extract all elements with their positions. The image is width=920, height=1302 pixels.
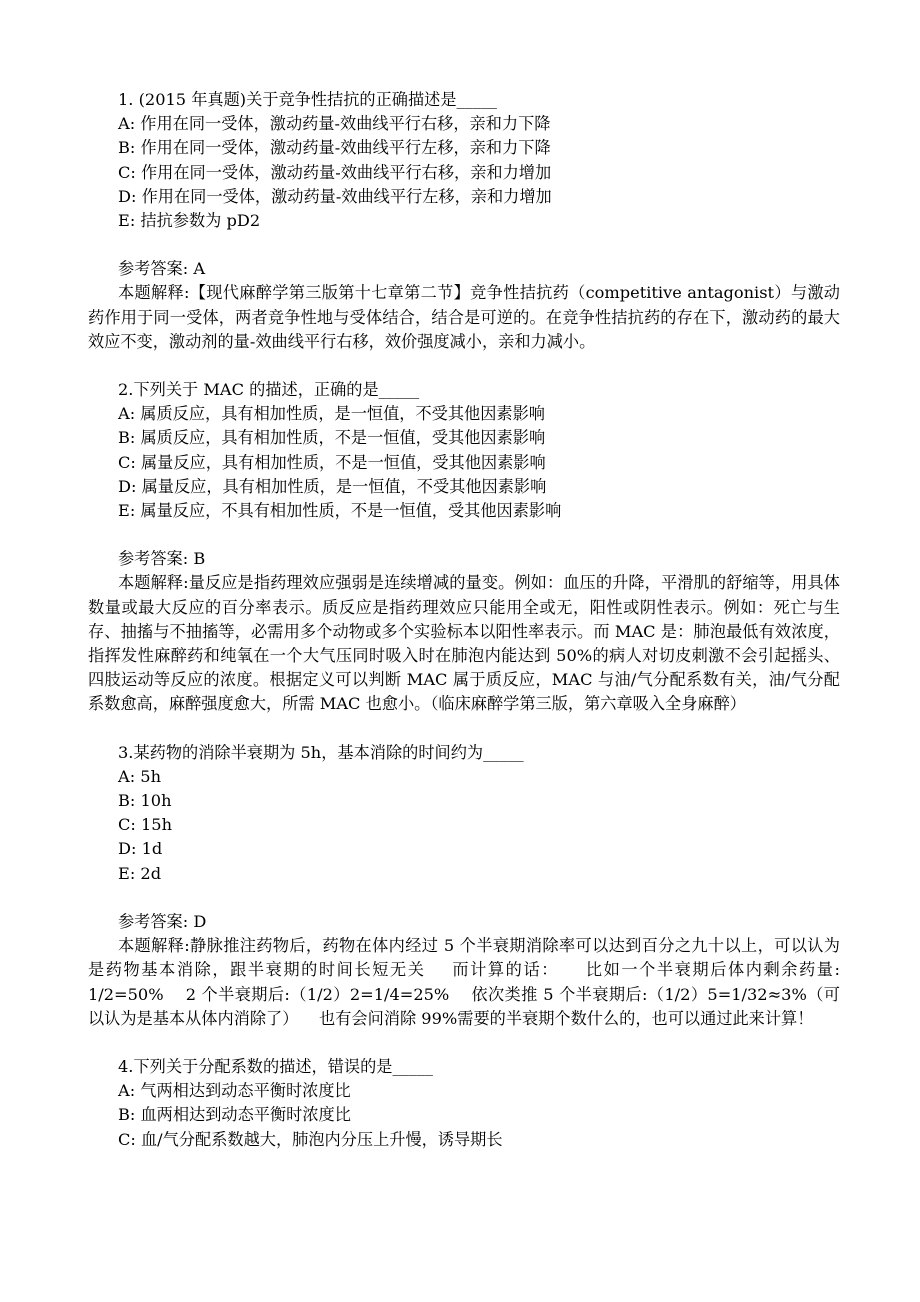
option-b: B: 属质反应，具有相加性质，不是一恒值，受其他因素影响 [118,428,546,448]
explanation: 本题解释:【现代麻醉学第三版第十七章第二节】竞争性拮抗药（competitive antagonist）与激动药作用于同一受体，两者竞争性地与受体结合，结合是可逆的。在竞争性拮抗药的存在下，激动药的最大效应不变，激动剂的量-效曲线平行右移，效价强度减小，亲和力减小。 [88,283,840,351]
document-body [88,88,846,1152]
option-e: E: 2d [118,863,162,883]
question-stem: 2.下列关于 MAC 的描述，正确的是_____ [118,380,420,400]
option-d: D: 作用在同一受体，激动药量-效曲线平行左移，亲和力增加 [118,186,552,206]
option-b: B: 作用在同一受体，激动药量-效曲线平行左移，亲和力下降 [118,138,551,158]
option-d: D: 属量反应，具有相加性质，是一恒值，不受其他因素影响 [118,476,547,496]
answer: 参考答案: B [118,549,206,569]
option-a: A: 作用在同一受体，激动药量-效曲线平行右移，亲和力下降 [118,114,551,134]
option-e: E: 拮抗参数为 pD2 [118,211,261,231]
option-e: E: 属量反应，不具有相加性质，不是一恒值，受其他因素影响 [118,501,562,521]
question-2 [88,378,840,717]
question-1 [88,88,840,354]
question-4 [88,1055,840,1152]
question-stem: 1. (2015 年真题)关于竞争性拮抗的正确描述是_____ [118,90,498,109]
option-c: C: 属量反应，具有相加性质，不是一恒值，受其他因素影响 [118,452,546,472]
option-c: C: 作用在同一受体，激动药量-效曲线平行右移，亲和力增加 [118,162,552,182]
option-b: B: 10h [118,791,172,811]
option-c: C: 血/气分配系数越大，肺泡内分压上升慢，诱导期长 [118,1129,503,1149]
explanation: 本题解释:静脉推注药物后，药物在体内经过 5 个半衰期消除率可以达到百分之九十以上，可以认为是药物基本消除，跟半衰期的时间长短无关 而计算的话： 比如一个半衰期后体内剩余药量: 1/2=50% 2 个半衰期后:（1/2）2=1/4=25% 依次类推 5 个半衰期后:（1/2）5=1/32≈3%（可以认为是基本从体内消除了） 也有会问消除 99%需要的半衰期个数什么的，也可以通过此来计算！ [88,936,846,1028]
explanation: 本题解释:量反应是指药理效应强弱是连续增减的量变。例如：血压的升降，平滑肌的舒缩等，用具体数量或最大反应的百分率表示。质反应是指药理效应只能用全或无，阳性或阴性表示。例如：死亡与生存、抽搐与不抽搐等，必需用多个动物或多个实验标本以阳性率表示。而 MAC 是：肺泡最低有效浓度，指挥发性麻醉药和纯氧在一个大气压同时吸入时在肺泡内能达到 50%的病人对切皮刺激不会引起摇头、四肢运动等反应的浓度。根据定义可以判断 MAC 属于质反应，MAC 与油/气分配系数有关，油/气分配系数愈高，麻醉强度愈大，所需 MAC 也愈小。（临床麻醉学第三版，第六章吸入全身麻醉） [88,573,840,714]
option-a: A: 属质反应，具有相加性质，是一恒值，不受其他因素影响 [118,404,545,424]
option-d: D: 1d [118,839,163,859]
option-c: C: 15h [118,815,173,835]
question-stem: 4.下列关于分配系数的描述，错误的是_____ [118,1056,433,1076]
answer: 参考答案: D [118,911,207,931]
option-a: A: 5h [118,766,162,786]
option-a: A: 气两相达到动态平衡时浓度比 [118,1081,351,1101]
option-b: B: 血两相达到动态平衡时浓度比 [118,1105,351,1125]
question-stem: 3.某药物的消除半衰期为 5h，基本消除的时间约为_____ [118,742,524,762]
question-3 [88,741,846,1031]
answer: 参考答案: A [118,259,206,279]
